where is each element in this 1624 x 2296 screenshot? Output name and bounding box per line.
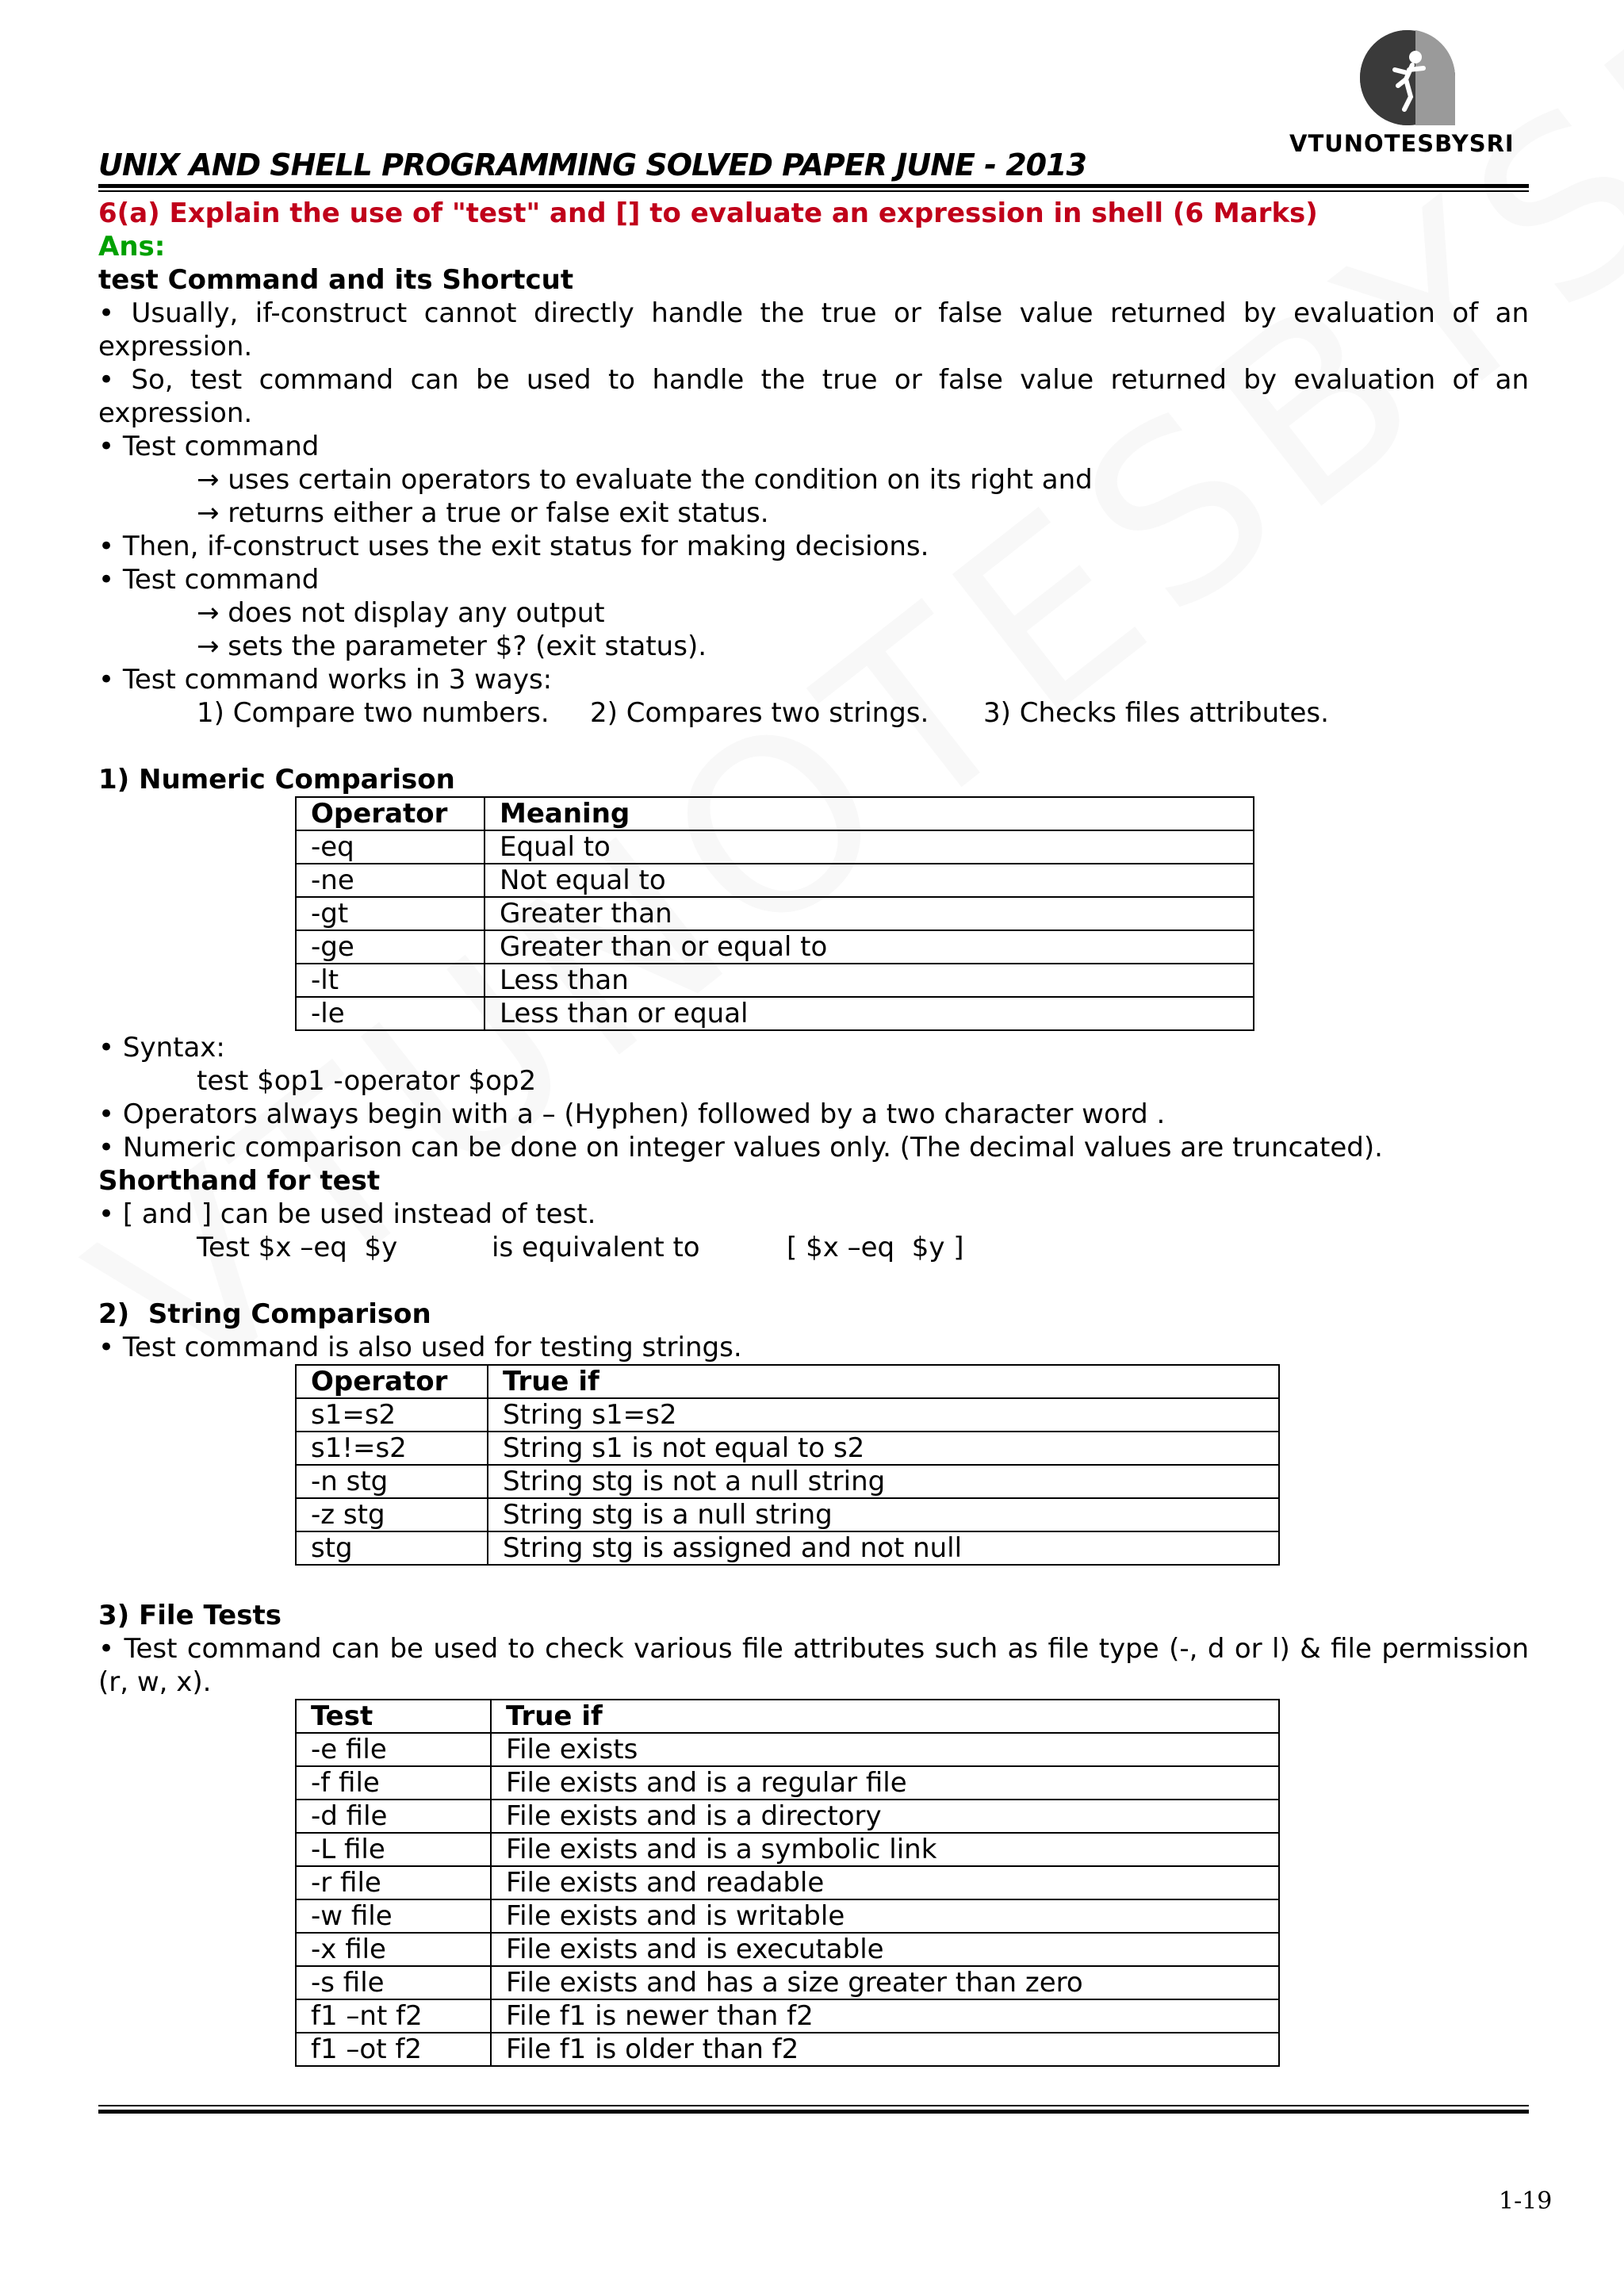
column-header: True if — [488, 1365, 1279, 1398]
section-heading-numeric: 1) Numeric Comparison — [98, 764, 455, 795]
table-header-row — [296, 1700, 1279, 1733]
table-cell: File f1 is newer than f2 — [491, 1999, 1279, 2033]
table-cell: s1=s2 — [296, 1398, 488, 1432]
note-operators: • Operators always begin with a – (Hyphen) followed by a two character word . — [98, 1098, 1166, 1130]
table-cell: Less than — [485, 964, 1254, 997]
table-cell: -le — [296, 997, 485, 1030]
climber-logo — [1360, 30, 1455, 125]
section-heading-shorthand: Shorthand for test — [98, 1165, 381, 1197]
table-cell: Less than or equal — [485, 997, 1254, 1030]
table-row — [296, 1966, 1279, 1999]
table-row — [296, 1899, 1279, 1933]
example-left: Test $x –eq $y — [197, 1232, 398, 1263]
table-cell: -gt — [296, 897, 485, 930]
table-header-row — [296, 797, 1254, 830]
column-header: Meaning — [485, 797, 1254, 830]
file-table — [295, 1699, 1280, 2067]
table-cell: s1!=s2 — [296, 1432, 488, 1465]
table-cell: -ge — [296, 930, 485, 964]
sub-sets-parameter: → sets the parameter $? (exit status). — [197, 631, 707, 662]
table-cell: Greater than — [485, 897, 1254, 930]
table-cell: stg — [296, 1531, 488, 1565]
footer-rule — [98, 2110, 1529, 2114]
table-row — [296, 1933, 1279, 1966]
bullet-usually: • Usually, if-construct cannot directly handle the true or false value returned by evaluation of an expression. — [98, 297, 1529, 362]
section-heading-file: 3) File Tests — [98, 1600, 282, 1631]
table-cell: Equal to — [485, 830, 1254, 864]
table-cell: -e file — [296, 1733, 491, 1766]
column-header: Operator — [296, 1365, 488, 1398]
bullet-brackets: • [ and ] can be used instead of test. — [98, 1198, 596, 1230]
section-heading-string: 2) String Comparison — [98, 1298, 431, 1330]
table-cell: Not equal to — [485, 864, 1254, 897]
table-cell: f1 –ot f2 — [296, 2033, 491, 2066]
bullet-strings: • Test command is also used for testing strings. — [98, 1332, 742, 1363]
table-cell: -eq — [296, 830, 485, 864]
table-cell: String stg is not a null string — [488, 1465, 1279, 1498]
bullet-three-ways: • Test command works in 3 ways: — [98, 664, 553, 696]
table-row — [296, 964, 1254, 997]
bullet-file-attributes: • Test command can be used to check various file attributes such as file type (-, d or l) & file permission (r, w, x). — [98, 1633, 1529, 1698]
table-row — [296, 930, 1254, 964]
shorthand-example — [98, 1231, 1529, 1264]
header-title: UNIX AND SHELL PROGRAMMING SOLVED PAPER JUNE - 2013 — [98, 148, 1086, 182]
table-cell: -n stg — [296, 1465, 488, 1498]
table-cell: File exists and is writable — [491, 1899, 1279, 1933]
table-header-row — [296, 1365, 1279, 1398]
table-row — [296, 1833, 1279, 1866]
header-rule — [98, 184, 1529, 188]
string-table — [295, 1364, 1280, 1566]
table-row — [296, 997, 1254, 1030]
logo-text: VTUNOTESBYSRI — [1289, 130, 1515, 157]
table-row — [296, 1766, 1279, 1800]
table-cell: Greater than or equal to — [485, 930, 1254, 964]
table-cell: -L file — [296, 1833, 491, 1866]
table-row — [296, 2033, 1279, 2066]
ways-list — [98, 696, 1529, 730]
example-mid: is equivalent to — [492, 1232, 700, 1263]
table-cell: -ne — [296, 864, 485, 897]
table-cell: File exists and readable — [491, 1866, 1279, 1899]
table-cell: f1 –nt f2 — [296, 1999, 491, 2033]
bullet-so: • So, test command can be used to handle the true or false value returned by evaluation of an expression. — [98, 364, 1529, 429]
way-item: 3) Checks files attributes. — [983, 697, 1329, 729]
sub-returns-status: → returns either a true or false exit status. — [197, 497, 769, 529]
table-cell: -s file — [296, 1966, 491, 1999]
table-cell: File exists and is a symbolic link — [491, 1833, 1279, 1866]
syntax-label: • Syntax: — [98, 1032, 225, 1064]
table-cell: String stg is a null string — [488, 1498, 1279, 1531]
table-row — [296, 897, 1254, 930]
table-cell: -w file — [296, 1899, 491, 1933]
way-item: 1) Compare two numbers. — [197, 697, 550, 729]
table-cell: -x file — [296, 1933, 491, 1966]
table-cell: -r file — [296, 1866, 491, 1899]
table-cell: File exists and is executable — [491, 1933, 1279, 1966]
page-number: 1-19 — [1499, 2187, 1553, 2215]
syntax-example: test $op1 -operator $op2 — [197, 1065, 537, 1097]
table-cell: File exists and is a regular file — [491, 1766, 1279, 1800]
table-cell: -d file — [296, 1800, 491, 1833]
table-cell: String stg is assigned and not null — [488, 1531, 1279, 1565]
table-row — [296, 1531, 1279, 1565]
table-row — [296, 1800, 1279, 1833]
sub-no-output: → does not display any output — [197, 597, 605, 629]
table-row — [296, 1733, 1279, 1766]
note-integer-only: • Numeric comparison can be done on integer values only. (The decimal values are truncated). — [98, 1132, 1383, 1163]
question-title: 6(a) Explain the use of "test" and [] to evaluate an expression in shell (6 Marks) — [98, 197, 1318, 229]
table-cell: File exists and is a directory — [491, 1800, 1279, 1833]
table-row — [296, 1498, 1279, 1531]
way-item: 2) Compares two strings. — [590, 697, 929, 729]
bullet-test-command-2: • Test command — [98, 564, 320, 596]
column-header: True if — [491, 1700, 1279, 1733]
table-row — [296, 1432, 1279, 1465]
table-row — [296, 864, 1254, 897]
table-row — [296, 1465, 1279, 1498]
column-header: Operator — [296, 797, 485, 830]
table-cell: File exists and has a size greater than zero — [491, 1966, 1279, 1999]
table-cell: File exists — [491, 1733, 1279, 1766]
table-cell: -lt — [296, 964, 485, 997]
table-cell: -z stg — [296, 1498, 488, 1531]
page-content — [98, 197, 1529, 2067]
numeric-table — [295, 796, 1254, 1031]
footer-rule-thin — [98, 2105, 1529, 2106]
sub-uses-operators: → uses certain operators to evaluate the condition on its right and — [197, 464, 1093, 496]
table-cell: -f file — [296, 1766, 491, 1800]
answer-label: Ans: — [98, 231, 166, 263]
table-row — [296, 1999, 1279, 2033]
table-row — [296, 1398, 1279, 1432]
table-cell: File f1 is older than f2 — [491, 2033, 1279, 2066]
section-heading-test: test Command and its Shortcut — [98, 264, 574, 296]
table-row — [296, 830, 1254, 864]
bullet-test-command: • Test command — [98, 431, 320, 462]
table-row — [296, 1866, 1279, 1899]
table-cell: String s1 is not equal to s2 — [488, 1432, 1279, 1465]
column-header: Test — [296, 1700, 491, 1733]
bullet-if-construct: • Then, if-construct uses the exit status for making decisions. — [98, 531, 929, 562]
header-rule-thin — [98, 190, 1529, 192]
example-right: [ $x –eq $y ] — [787, 1232, 964, 1263]
table-cell: String s1=s2 — [488, 1398, 1279, 1432]
